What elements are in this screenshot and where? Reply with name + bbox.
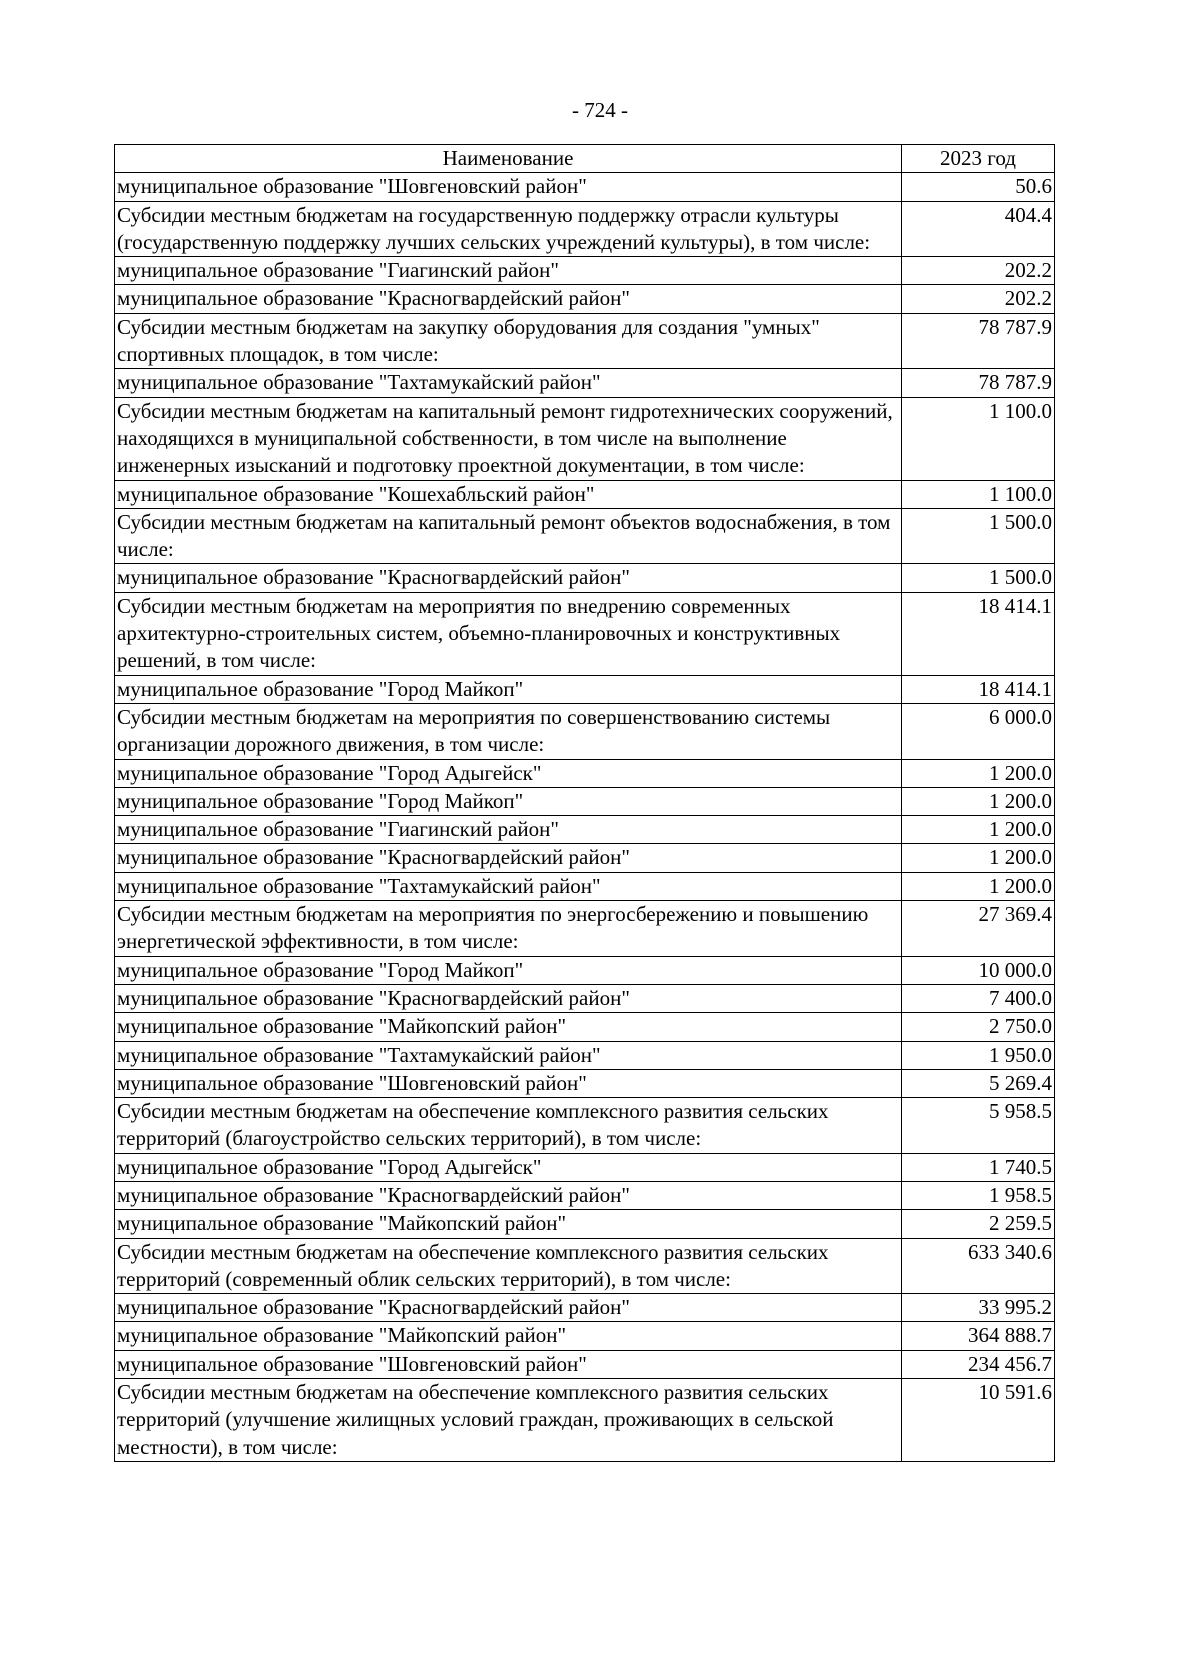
row-name: муниципальное образование "Город Адыгейск" [115,759,902,787]
table-row [115,480,1055,508]
table-row [115,201,1055,257]
row-name: муниципальное образование "Красногвардейский район" [115,285,902,313]
table-row [115,257,1055,285]
table-row [115,313,1055,369]
header-name: Наименование [115,145,902,173]
row-value: 5 958.5 [902,1098,1055,1154]
row-name: муниципальное образование "Красногвардейский район" [115,984,902,1012]
row-value: 7 400.0 [902,984,1055,1012]
row-value: 10 000.0 [902,956,1055,984]
row-value: 1 500.0 [902,564,1055,592]
row-name: муниципальное образование "Майкопский район" [115,1013,902,1041]
row-name: муниципальное образование "Шовгеновский район" [115,1069,902,1097]
table-row [115,675,1055,703]
table-row [115,901,1055,957]
row-value: 364 888.7 [902,1322,1055,1350]
row-value: 1 200.0 [902,816,1055,844]
table-row [115,369,1055,397]
table-row [115,1098,1055,1154]
row-name: муниципальное образование "Гиагинский район" [115,257,902,285]
row-value: 1 200.0 [902,787,1055,815]
row-name: муниципальное образование "Город Адыгейск" [115,1153,902,1181]
row-name: муниципальное образование "Тахтамукайский район" [115,872,902,900]
row-value: 78 787.9 [902,369,1055,397]
table-row [115,844,1055,872]
row-value: 202.2 [902,285,1055,313]
row-value: 234 456.7 [902,1350,1055,1378]
row-value: 5 269.4 [902,1069,1055,1097]
table-row [115,787,1055,815]
row-name: муниципальное образование "Красногвардейский район" [115,564,902,592]
table-row [115,1238,1055,1294]
table-row [115,703,1055,759]
row-name: Субсидии местным бюджетам на государственную поддержку отрасли культуры (государственную поддержку лучших сельских учреждений культуры), в том числе: [115,201,902,257]
table-row [115,872,1055,900]
row-value: 50.6 [902,173,1055,201]
row-name: Субсидии местным бюджетам на закупку оборудования для создания "умных" спортивных площадок, в том числе: [115,313,902,369]
table-row [115,759,1055,787]
row-name: муниципальное образование "Кошехабльский район" [115,480,902,508]
row-value: 27 369.4 [902,901,1055,957]
row-name: Субсидии местным бюджетам на обеспечение комплексного развития сельских территорий (улучшение жилищных условий граждан, проживающих в сельской местности), в том числе: [115,1379,902,1462]
table-header-row [115,145,1055,173]
row-value: 33 995.2 [902,1294,1055,1322]
row-name: муниципальное образование "Город Майкоп" [115,956,902,984]
row-name: муниципальное образование "Майкопский район" [115,1322,902,1350]
row-name: Субсидии местным бюджетам на обеспечение комплексного развития сельских территорий (благоустройство сельских территорий), в том числе: [115,1098,902,1154]
row-name: Субсидии местным бюджетам на капитальный ремонт гидротехнических сооружений, находящихся в муниципальной собственности, в том числе на выполнение инженерных изысканий и подготовку проектной документации, в том числе: [115,397,902,480]
row-value: 404.4 [902,201,1055,257]
table-row [115,397,1055,480]
row-name: муниципальное образование "Шовгеновский район" [115,173,902,201]
table-row [115,285,1055,313]
table-row [115,1013,1055,1041]
table-row [115,1210,1055,1238]
row-value: 1 500.0 [902,508,1055,564]
table-row [115,816,1055,844]
table-row [115,1379,1055,1462]
row-value: 1 200.0 [902,844,1055,872]
row-value: 1 950.0 [902,1041,1055,1069]
row-name: Субсидии местным бюджетам на капитальный ремонт объектов водоснабжения, в том числе: [115,508,902,564]
row-value: 633 340.6 [902,1238,1055,1294]
row-value: 18 414.1 [902,675,1055,703]
row-name: Субсидии местным бюджетам на обеспечение комплексного развития сельских территорий (современный облик сельских территорий), в том числе: [115,1238,902,1294]
row-value: 1 200.0 [902,759,1055,787]
row-name: муниципальное образование "Красногвардейский район" [115,844,902,872]
table-row [115,1181,1055,1209]
row-name: муниципальное образование "Город Майкоп" [115,787,902,815]
row-name: муниципальное образование "Тахтамукайский район" [115,1041,902,1069]
row-name: Субсидии местным бюджетам на мероприятия по энергосбережению и повышению энергетической эффективности, в том числе: [115,901,902,957]
row-name: муниципальное образование "Гиагинский район" [115,816,902,844]
row-name: муниципальное образование "Майкопский район" [115,1210,902,1238]
row-value: 78 787.9 [902,313,1055,369]
page-number: - 724 - [572,98,628,122]
table-body [115,173,1055,1462]
row-name: муниципальное образование "Город Майкоп" [115,675,902,703]
table-row [115,956,1055,984]
row-value: 1 200.0 [902,872,1055,900]
table-row [115,1041,1055,1069]
table-row [115,984,1055,1012]
row-value: 2 259.5 [902,1210,1055,1238]
row-value: 10 591.6 [902,1379,1055,1462]
row-name: Субсидии местным бюджетам на мероприятия по совершенствованию системы организации дорожного движения, в том числе: [115,703,902,759]
row-name: муниципальное образование "Шовгеновский район" [115,1350,902,1378]
row-name: муниципальное образование "Красногвардейский район" [115,1181,902,1209]
table-row [115,592,1055,675]
table-row [115,1322,1055,1350]
row-name: Субсидии местным бюджетам на мероприятия по внедрению современных архитектурно-строительных систем, объемно-планировочных и конструктивных решений, в том числе: [115,592,902,675]
table-row [115,508,1055,564]
row-value: 2 750.0 [902,1013,1055,1041]
row-value: 202.2 [902,257,1055,285]
row-name: муниципальное образование "Тахтамукайский район" [115,369,902,397]
row-value: 1 958.5 [902,1181,1055,1209]
row-name: муниципальное образование "Красногвардейский район" [115,1294,902,1322]
table-row [115,1069,1055,1097]
row-value: 18 414.1 [902,592,1055,675]
header-year: 2023 год [902,145,1055,173]
row-value: 1 100.0 [902,397,1055,480]
table-row [115,1153,1055,1181]
row-value: 6 000.0 [902,703,1055,759]
table-row [115,564,1055,592]
row-value: 1 100.0 [902,480,1055,508]
table-row [115,1294,1055,1322]
budget-table [114,144,1055,1462]
table-row [115,173,1055,201]
table-row [115,1350,1055,1378]
row-value: 1 740.5 [902,1153,1055,1181]
